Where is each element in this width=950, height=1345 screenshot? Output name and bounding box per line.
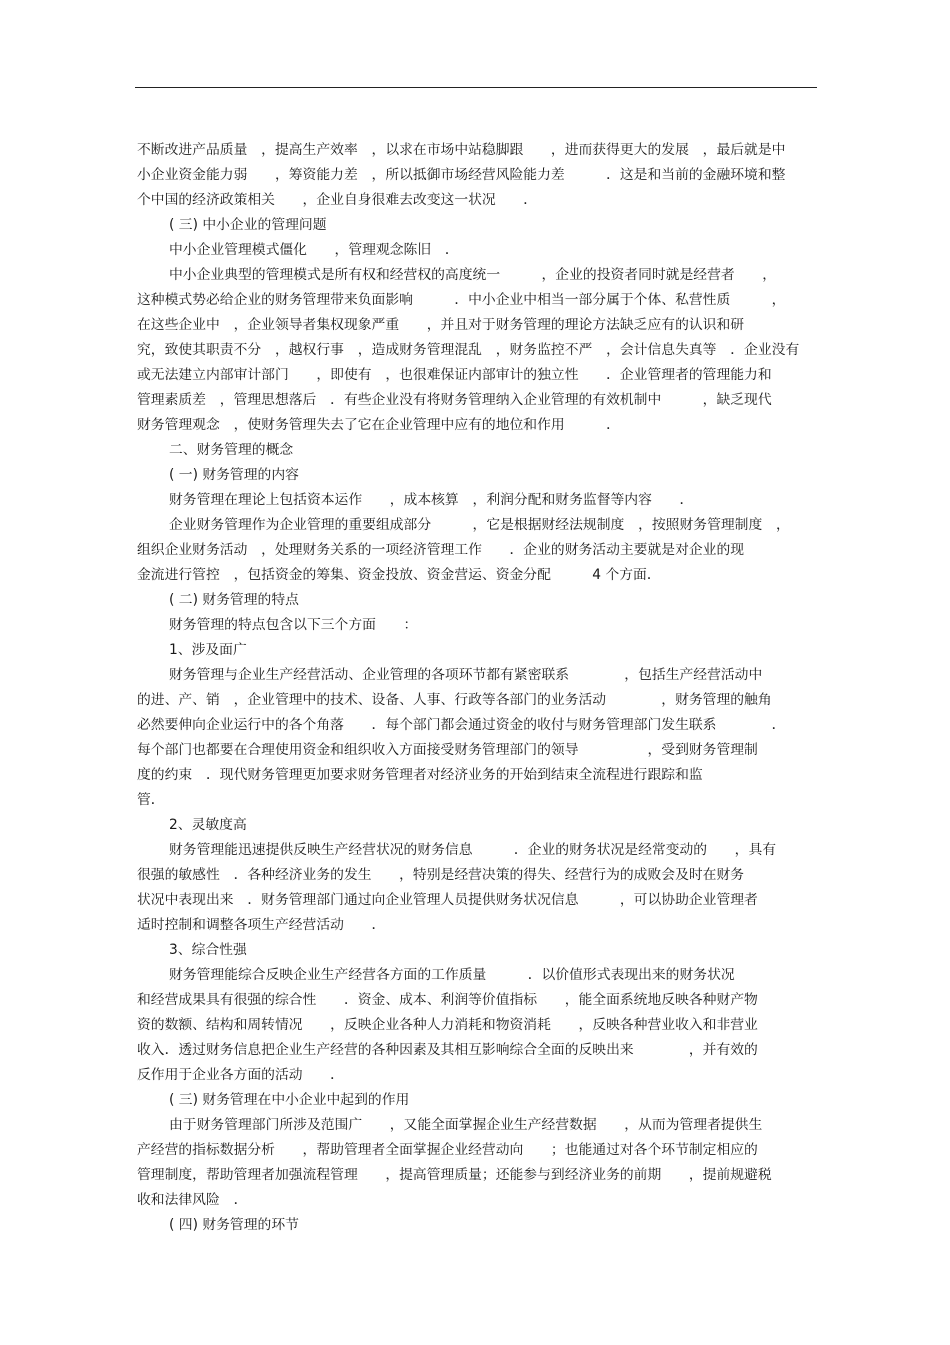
text-line: 适时控制和调整各项生产经营活动 ． [137,917,386,933]
text-line: 反作用于企业各方面的活动 ． [137,1067,344,1083]
text-line: 状况中表现出来 ．财务管理部门通过向企业管理人员提供财务状况信息 ，可以协助企业管理者 [137,892,758,908]
text-line: 3、综合性强 [169,942,247,958]
text-line: 2、灵敏度高 [169,817,247,833]
text-line: 1、涉及面广 [169,642,247,658]
text-line: 每个部门也都要在合理使用资金和组织收入方面接受财务管理部门的领导 ，受到财务管理制 [137,742,758,758]
text-line: 二、财务管理的概念 [169,442,294,458]
text-line: 企业财务管理作为企业管理的重要组成部分 ，它是根据财经法规制度 ，按照财务管理制度 ， [169,517,790,533]
text-line: 的进、产、销 ，企业管理中的技术、设备、人事、行政等各部门的业务活动 ，财务管理的触角 [137,692,772,708]
text-line: 必然要伸向企业运行中的各个角落 ．每个部门都会通过资金的收付与财务管理部门发生联系 ． [137,717,786,733]
text-line: 中小企业管理模式僵化 ，管理观念陈旧 ． [169,242,459,258]
text-line: ( 四) 财务管理的环节 [169,1217,299,1233]
text-line: 不断改进产品质量 ，提高生产效率 ，以求在市场中站稳脚跟 ，进而获得更大的发展 ，最后就是中 [137,142,786,158]
text-line: 和经营成果具有很强的综合性 ．资金、成本、利润等价值指标 ，能全面系统地反映各种财产物 [137,992,758,1008]
text-line: 金流进行管控 ，包括资金的筹集、资金投放、资金营运、资金分配 4 个方面． [137,567,661,583]
text-line: 产经营的指标数据分析 ，帮助管理者全面掌握企业经营动向 ；也能通过对各个环节制定相应的 [137,1142,758,1158]
text-line: ( 一) 财务管理的内容 [169,467,299,483]
text-line: ( 二) 财务管理的特点 [169,592,299,608]
text-line: 个中国的经济政策相关 ，企业自身很难去改变这一状况 ． [137,192,538,208]
text-line: 由于财务管理部门所涉及范围广 ，又能全面掌握企业生产经营数据 ，从而为管理者提供生 [169,1117,763,1133]
text-line: 在这些企业中 ，企业领导者集权现象严重 ，并且对于财务管理的理论方法缺乏应有的认识和研 [137,317,745,333]
text-line: 财务管理能综合反映企业生产经营各方面的工作质量 ．以价值形式表现出来的财务状况 [169,967,735,983]
text-line: 究，致使其职责不分 ，越权行事 ，造成财务管理混乱 ，财务监控不严 ，会计信息失真等 ．企业没有 [137,342,800,358]
text-line: ( 三) 中小企业的管理问题 [169,217,327,233]
text-line: 收入．透过财务信息把企业生产经营的各种因素及其相互影响综合全面的反映出来 ，并有效的 [137,1042,758,1058]
text-line: 资的数额、结构和周转情况 ，反映企业各种人力消耗和物资消耗 ，反映各种营业收入和非营业 [137,1017,758,1033]
text-line: 这种模式势必给企业的财务管理带来负面影响 ．中小企业中相当一部分属于个体、私营性质 ， [137,292,786,308]
document-body [137,138,817,1238]
text-line: 财务管理观念 ，使财务管理失去了它在企业管理中应有的地位和作用 ． [137,417,620,433]
text-line: 管理素质差 ，管理思想落后 ．有些企业没有将财务管理纳入企业管理的有效机制中 ，缺乏现代 [137,392,772,408]
text-line: 财务管理能迅速提供反映生产经营状况的财务信息 ．企业的财务状况是经常变动的 ，具有 [169,842,777,858]
text-line: 管理制度，帮助管理者加强流程管理 ，提高管理质量；还能参与到经济业务的前期 ，提前规避税 [137,1167,772,1183]
text-line: ( 三) 财务管理在中小企业中起到的作用 [169,1092,410,1108]
text-line: 小企业资金能力弱 ，筹资能力差 ，所以抵御市场经营风险能力差 ．这是和当前的金融环境和整 [137,167,786,183]
text-line: 或无法建立内部审计部门 ，即使有 ，也很难保证内部审计的独立性 ．企业管理者的管理能力和 [137,367,772,383]
text-line: 财务管理在理论上包括资本运作 ，成本核算 ，利润分配和财务监督等内容 ． [169,492,694,508]
header-rule [135,87,817,88]
text-line: 组织企业财务活动 ，处理财务关系的一项经济管理工作 ．企业的财务活动主要就是对企业的现 [137,542,745,558]
text-line: 收和法律风险 ． [137,1192,248,1208]
text-line: 管． [137,792,165,808]
text-line: 财务管理与企业生产经营活动、企业管理的各项环节都有紧密联系 ，包括生产经营活动中 [169,667,763,683]
text-line: 度的约束 ．现代财务管理更加要求财务管理者对经济业务的开始到结束全流程进行跟踪和监 [137,767,703,783]
text-line: 中小企业典型的管理模式是所有权和经营权的高度统一 ，企业的投资者同时就是经营者 ， [169,267,777,283]
text-line: 很强的敏感性 ．各种经济业务的发生 ，特别是经营决策的得失、经营行为的成败会及时在财务 [137,867,745,883]
text-line: 财务管理的特点包含以下三个方面 ： [169,617,418,633]
